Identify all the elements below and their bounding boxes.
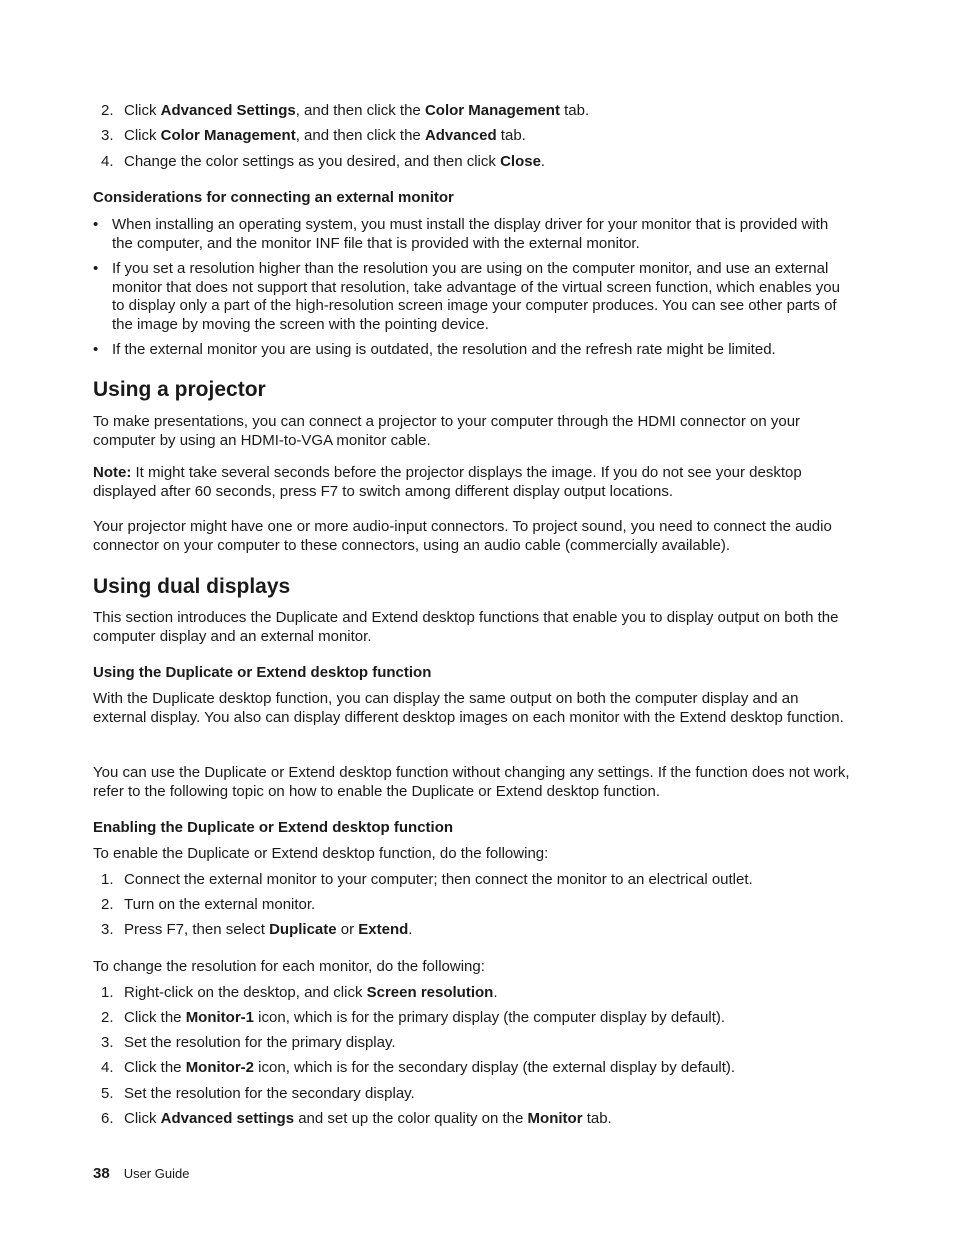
bullet-icon: • bbox=[93, 216, 99, 233]
dual-intro: This section introduces the Duplicate and Extend desktop functions that enable you to display output on both the computer display and an external monitor. bbox=[93, 609, 839, 645]
projector-heading: Using a projector bbox=[93, 378, 266, 401]
step-text: Click Advanced settings and set up the color quality on the Monitor tab. bbox=[124, 1110, 612, 1127]
bullet-icon: • bbox=[93, 341, 99, 358]
step-number: 1. bbox=[101, 984, 114, 1001]
step-number: 3. bbox=[101, 1034, 114, 1051]
dual-displays-heading: Using dual displays bbox=[93, 575, 291, 598]
step-text: Turn on the external monitor. bbox=[124, 896, 316, 913]
step-text: Right-click on the desktop, and click Screen resolution. bbox=[124, 984, 498, 1001]
page-footer bbox=[93, 1165, 189, 1182]
bullet-icon: • bbox=[93, 260, 99, 277]
footer-title: User Guide bbox=[123, 1166, 190, 1181]
step-text: Change the color settings as you desired, and then click Close. bbox=[124, 153, 546, 170]
enable-intro: To enable the Duplicate or Extend desktop function, do the following: bbox=[93, 845, 549, 862]
page-number: 38 bbox=[93, 1165, 110, 1182]
step-text: Set the resolution for the primary display. bbox=[124, 1034, 396, 1051]
projector-intro: To make presentations, you can connect a projector to your computer through the HDMI connector on your computer by using an HDMI-to-VGA monitor cable. bbox=[93, 413, 801, 449]
step-number: 1. bbox=[101, 871, 114, 888]
considerations-heading: Considerations for connecting an external monitor bbox=[93, 189, 454, 206]
step-number: 4. bbox=[101, 1059, 114, 1076]
step-text: Click the Monitor-1 icon, which is for the primary display (the computer display by default). bbox=[124, 1009, 726, 1026]
duplicate-extend-p2: You can use the Duplicate or Extend desktop function without changing any settings. If the function does not work, refer to the following topic on how to enable the Duplicate or Extend desktop function. bbox=[93, 764, 850, 800]
step-number: 6. bbox=[101, 1110, 114, 1127]
step-number: 2. bbox=[101, 102, 114, 119]
step-number: 3. bbox=[101, 127, 114, 144]
resolution-intro: To change the resolution for each monitor, do the following: bbox=[93, 958, 485, 975]
step-number: 4. bbox=[101, 153, 114, 170]
step-number: 2. bbox=[101, 896, 114, 913]
step-number: 5. bbox=[101, 1085, 114, 1102]
enable-heading: Enabling the Duplicate or Extend desktop function bbox=[93, 819, 454, 836]
duplicate-extend-p1: With the Duplicate desktop function, you can display the same output on both the computer display and an external display. You also can display different desktop images on each monitor with the Extend desktop function. bbox=[93, 690, 844, 726]
step-text: Press F7, then select Duplicate or Extend. bbox=[124, 921, 413, 938]
step-text: Click the Monitor-2 icon, which is for the secondary display (the external display by default). bbox=[124, 1059, 736, 1076]
step-text: Click Color Management, and then click the Advanced tab. bbox=[124, 127, 526, 144]
projector-audio: Your projector might have one or more audio-input connectors. To project sound, you need to connect the audio connector on your computer to these connectors, using an audio cable (commercially available). bbox=[93, 518, 832, 554]
step-number: 3. bbox=[101, 921, 114, 938]
step-text: Connect the external monitor to your computer; then connect the monitor to an electrical outlet. bbox=[124, 871, 753, 888]
step-text: Set the resolution for the secondary display. bbox=[124, 1085, 415, 1102]
projector-note: Note: It might take several seconds before the projector displays the image. If you do not see your desktop displayed after 60 seconds, press F7 to switch among different display output locations. bbox=[93, 464, 802, 500]
step-number: 2. bbox=[101, 1009, 114, 1026]
step-text: Click Advanced Settings, and then click the Color Management tab. bbox=[124, 102, 590, 119]
duplicate-extend-heading: Using the Duplicate or Extend desktop function bbox=[93, 664, 432, 681]
